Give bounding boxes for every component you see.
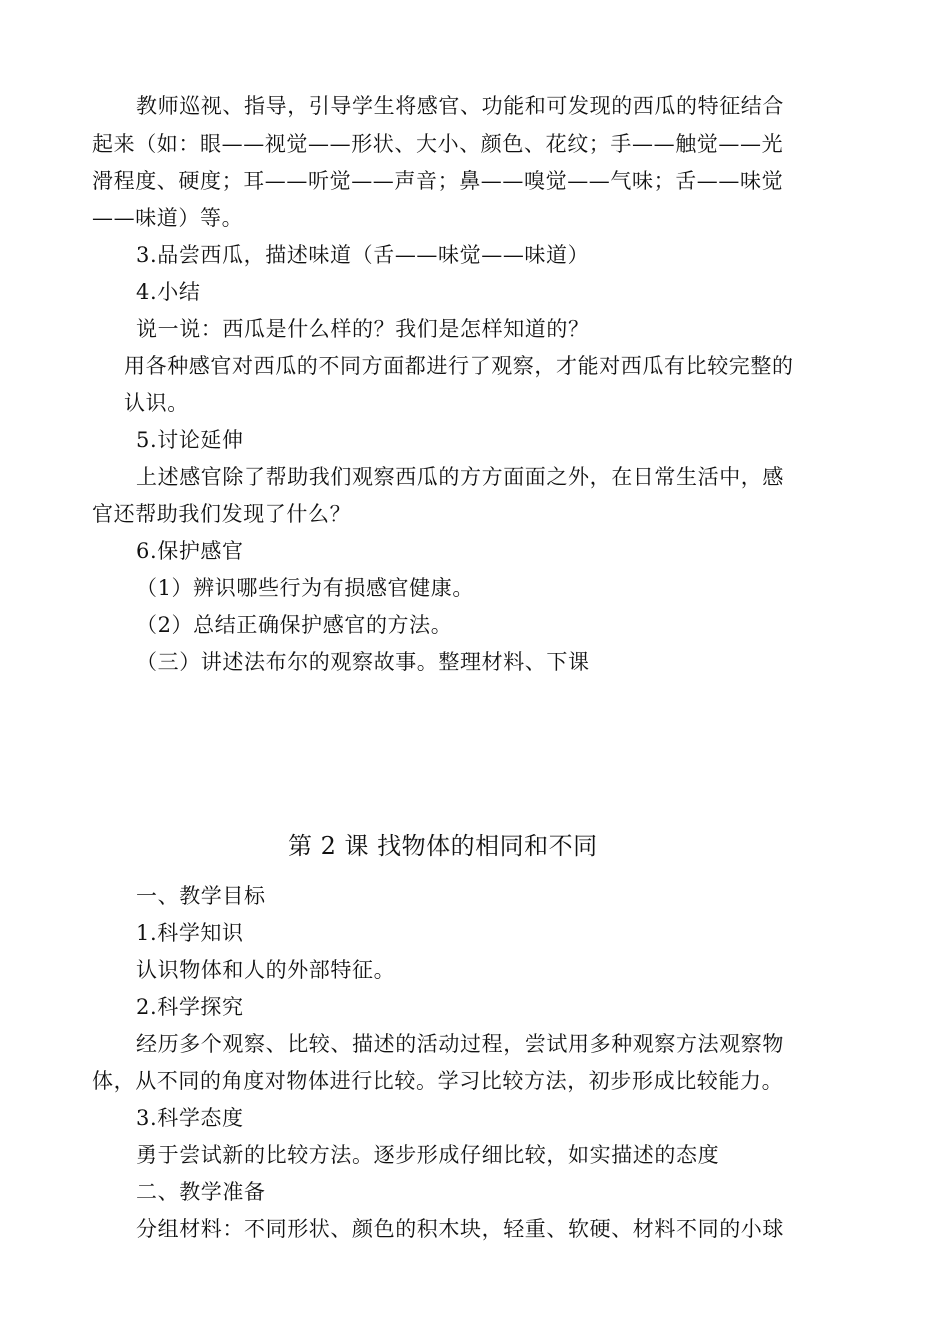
list-item: （1）辨识哪些行为有损感官健康。 [136, 576, 474, 600]
paragraph-line: 认识物体和人的外部特征。 [136, 958, 396, 982]
step-heading: 6.保护感官 [136, 539, 244, 563]
paragraph-line: 上述感官除了帮助我们观察西瓜的方方面面之外，在日常生活中，感 [136, 465, 784, 489]
paragraph-line: 说一说：西瓜是什么样的？我们是怎样知道的？ [136, 317, 590, 341]
paragraph-line: 官还帮助我们发现了什么？ [92, 502, 352, 526]
step-heading: 4.小结 [136, 280, 201, 304]
section-heading: 一、教学目标 [136, 884, 266, 908]
step-heading: 3.科学态度 [136, 1106, 244, 1130]
lesson-title: 第 2 课 找物体的相同和不同 [288, 832, 598, 860]
paragraph-line: ——味道）等。 [92, 206, 244, 230]
paragraph-line: 勇于尝试新的比较方法。逐步形成仔细比较，如实描述的态度 [136, 1143, 720, 1167]
step-heading: 3.品尝西瓜，描述味道（舌——味觉——味道） [136, 243, 590, 267]
list-item: （2）总结正确保护感官的方法。 [136, 613, 453, 637]
paragraph-line: 用各种感官对西瓜的不同方面都进行了观察，才能对西瓜有比较完整的 [124, 354, 794, 378]
paragraph-line: 经历多个观察、比较、描述的活动过程，尝试用多种观察方法观察物 [136, 1032, 784, 1056]
paragraph-line: 起来（如：眼——视觉——形状、大小、颜色、花纹；手——触觉——光 [92, 132, 784, 156]
step-heading: 1.科学知识 [136, 921, 244, 945]
paragraph-line: 分组材料：不同形状、颜色的积木块，轻重、软硬、材料不同的小球 [136, 1217, 784, 1241]
paragraph-line: 认识。 [124, 391, 189, 415]
paragraph-line: 体，从不同的角度对物体进行比较。学习比较方法，初步形成比较能力。 [92, 1069, 784, 1093]
paragraph-line: 滑程度、硬度；耳——听觉——声音；鼻——嗅觉——气味；舌——味觉 [92, 169, 784, 193]
section-heading: 二、教学准备 [136, 1180, 266, 1204]
paragraph-line: 教师巡视、指导，引导学生将感官、功能和可发现的西瓜的特征结合 [136, 94, 784, 118]
step-heading: 2.科学探究 [136, 995, 244, 1019]
list-item: （三）讲述法布尔的观察故事。整理材料、下课 [136, 650, 590, 674]
step-heading: 5.讨论延伸 [136, 428, 244, 452]
